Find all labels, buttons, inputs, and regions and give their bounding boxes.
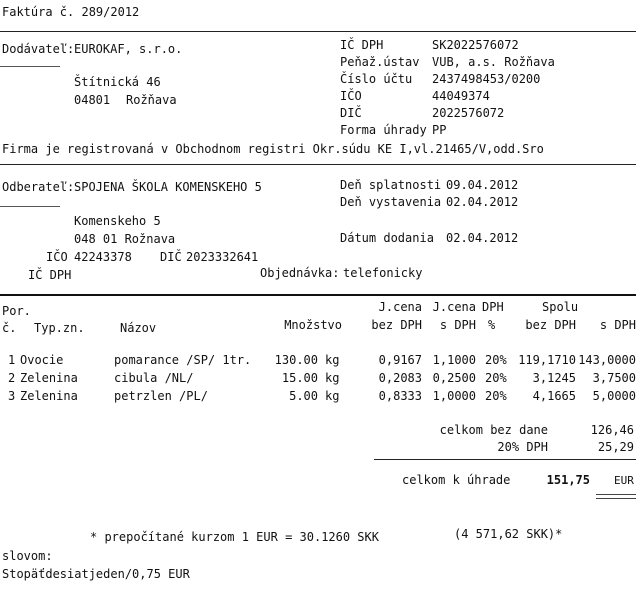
total-net-label: celkom bez dane <box>439 423 548 437</box>
row-type: Ovocie <box>20 353 64 367</box>
row-type: Zelenina <box>20 389 78 403</box>
icdph-label: IČ DPH <box>340 38 384 52</box>
total-net-value: 126,46 <box>590 423 634 437</box>
payment-value: PP <box>432 123 447 137</box>
supplier-street: Štítnická 46 <box>74 75 161 89</box>
col-header-unit-price-sub: bez DPH <box>371 318 422 332</box>
row-unit-price: 0,9167 <box>378 353 422 367</box>
payment-label: Forma úhrady <box>340 123 427 137</box>
row-name: cibula /NL/ <box>114 371 194 385</box>
total-due-value: 151,75 <box>546 473 590 487</box>
issue-date-label: Deň vystavenia <box>340 195 442 209</box>
delivery-date-label: Dátum dodania <box>340 231 434 245</box>
bank-value: VUB, a.s. Rožňava <box>432 55 555 69</box>
col-header-no: č. <box>2 321 17 335</box>
total-due-currency: EUR <box>614 474 634 487</box>
row-name: pomarance /SP/ 1tr. <box>114 353 252 367</box>
row-unit: kg <box>325 389 340 403</box>
customer-label: Odberateľ: <box>2 180 75 194</box>
col-header-unit-price-vat: J.cena <box>432 300 476 314</box>
row-total-gross: 5,0000 <box>592 389 636 403</box>
customer-name: SPOJENA ŠKOLA KOMENSKEHO 5 <box>74 180 262 194</box>
col-header-unit-price: J.cena <box>378 300 422 314</box>
col-header-qty: Množstvo <box>284 318 342 332</box>
col-header-vat: DPH <box>482 300 504 314</box>
row-unit-price-vat: 0,2500 <box>432 371 476 385</box>
row-vat: 20% <box>485 353 507 367</box>
row-total-net: 3,1245 <box>532 371 576 385</box>
row-total-net: 119,1710 <box>518 353 576 367</box>
exchange-rate-note: * prepočítané kurzom 1 EUR = 30.1260 SKK <box>90 530 379 544</box>
vat-value: 25,29 <box>597 440 634 454</box>
registry-note: Firma je registrovaná v Obchodnom registri Okr.súdu KE I,vl.21465/V,odd.Sro <box>2 142 544 156</box>
divider <box>0 31 636 32</box>
in-words-value: Stopäťdesiatjeden/0,75 EUR <box>2 567 190 581</box>
total-due-label: celkom k úhrade <box>402 473 511 487</box>
double-underline <box>596 494 636 499</box>
col-header-name: Názov <box>120 321 157 335</box>
divider <box>0 206 60 207</box>
divider <box>0 164 636 165</box>
ico-label: IČO <box>340 89 362 103</box>
account-label: Číslo účtu <box>340 72 413 86</box>
row-no: 3 <box>8 389 16 403</box>
delivery-date: 02.04.2012 <box>446 231 519 245</box>
row-unit: kg <box>325 353 340 367</box>
customer-ico-label: IČO <box>46 250 68 264</box>
icdph-value: SK2022576072 <box>432 38 519 52</box>
invoice-title: Faktúra č. 289/2012 <box>2 5 140 19</box>
order-label: Objednávka: <box>260 266 340 280</box>
row-unit-price-vat: 1,1000 <box>432 353 476 367</box>
row-unit-price: 0,2083 <box>378 371 422 385</box>
col-header-total-net: bez DPH <box>525 318 576 332</box>
bank-label: Peňaž.ústav <box>340 55 420 69</box>
row-unit-price-vat: 1,0000 <box>432 389 476 403</box>
divider <box>0 294 636 296</box>
customer-icdph-label: IČ DPH <box>28 268 72 282</box>
order-value: telefonicky <box>343 266 423 280</box>
customer-street: Komenskeho 5 <box>74 214 161 228</box>
vat-label: 20% DPH <box>497 440 548 454</box>
row-total-gross: 3,7500 <box>592 371 636 385</box>
row-vat: 20% <box>485 371 507 385</box>
row-vat: 20% <box>485 389 507 403</box>
col-header-total: Spolu <box>542 300 579 314</box>
supplier-name: EUROKAF, s.r.o. <box>74 42 183 56</box>
col-header-total-gross: s DPH <box>599 318 636 332</box>
due-date-label: Deň splatnosti <box>340 178 442 192</box>
row-unit: kg <box>325 371 340 385</box>
supplier-zip: 04801 <box>74 93 111 107</box>
issue-date: 02.04.2012 <box>446 195 519 209</box>
in-words-label: slovom: <box>2 549 53 563</box>
account-value: 2437498453/0200 <box>432 72 541 86</box>
col-header-unit-price-vat-sub: s DPH <box>439 318 476 332</box>
supplier-label: Dodávateľ: <box>2 42 75 56</box>
row-qty: 15.00 <box>281 371 318 385</box>
row-qty: 5.00 <box>289 389 318 403</box>
customer-city: 048 01 Rožnava <box>74 232 176 246</box>
row-total-gross: 143,0000 <box>578 353 636 367</box>
row-type: Zelenina <box>20 371 78 385</box>
due-date: 09.04.2012 <box>446 178 519 192</box>
col-header-type: Typ.zn. <box>34 321 85 335</box>
customer-ico: 42243378 <box>74 250 132 264</box>
divider <box>0 66 60 67</box>
row-no: 2 <box>8 371 16 385</box>
dic-value: 2022576072 <box>432 106 505 120</box>
row-unit-price: 0,8333 <box>378 389 422 403</box>
skk-amount: (4 571,62 SKK)* <box>454 527 563 541</box>
row-no: 1 <box>8 353 16 367</box>
row-total-net: 4,1665 <box>532 389 576 403</box>
row-name: petrzlen /PL/ <box>114 389 208 403</box>
col-header-por: Por. <box>2 304 31 318</box>
customer-dic: 2023332641 <box>186 250 259 264</box>
ico-value: 44049374 <box>432 89 490 103</box>
dic-label: DIČ <box>340 106 362 120</box>
supplier-city: Rožňava <box>126 93 177 107</box>
divider <box>374 459 636 460</box>
customer-dic-label: DIČ <box>160 250 182 264</box>
col-header-vat-pct: % <box>488 318 496 332</box>
row-qty: 130.00 <box>274 353 318 367</box>
